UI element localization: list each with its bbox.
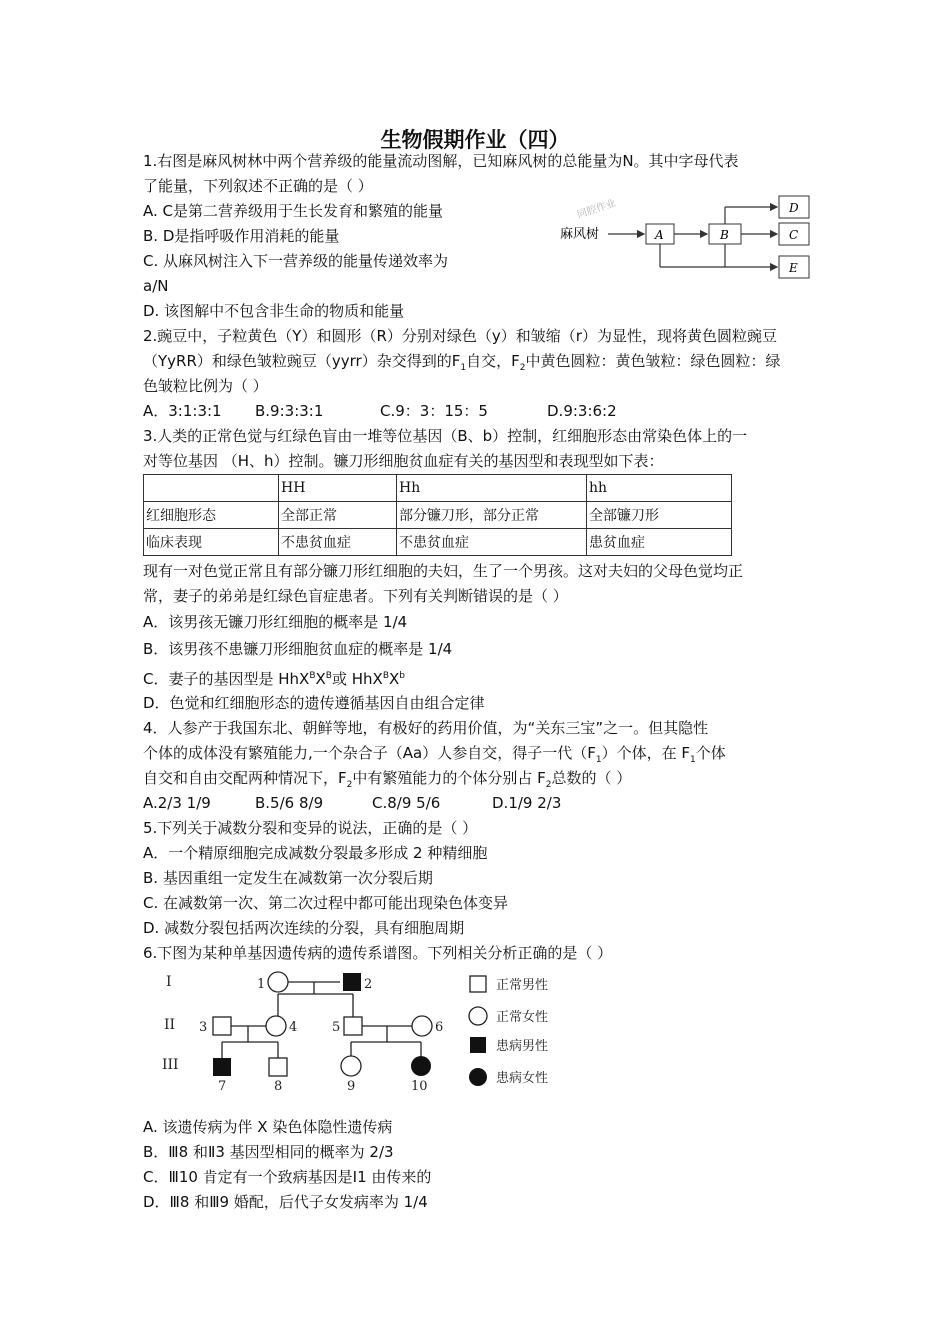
individual-7-affected-male [213,1058,231,1076]
q3-c-mid1: X [315,670,326,688]
q3-stem-line1: 3.人类的正常色觉与红绿色盲由一堆等位基因（B、b）控制，红细胞形态由常染色体上的一 [143,427,748,445]
legend-normal-male-icon [470,976,486,992]
legend-affected-male-icon [470,1037,486,1053]
q3-option-a: A．该男孩无镰刀形红细胞的概率是 1/4 [143,613,408,631]
q2-stem-line1: 2.豌豆中，子粒黄色（Y）和圆形（R）分别对绿色（y）和皱缩（r）为显性，现将黄色圆粒豌豆 [143,327,777,345]
individual-id-10: 10 [411,1079,428,1094]
q6-option-c: C．Ⅲ10 肯定有一个致病基因是Ⅰ1 由传来的 [143,1168,432,1186]
q5-option-c: C. 在减数第一次、第二次过程中都可能出现染色体变异 [143,894,509,912]
individual-10-affected-female [411,1056,431,1076]
node-c-label: C [789,228,799,242]
table-header-row [144,475,732,502]
individual-id-5: 5 [332,1020,341,1035]
q1-option-d: D. 该图解中不包含非生命的物质和能量 [143,302,405,320]
individual-id-3: 3 [199,1020,208,1035]
table-row [144,529,732,556]
q6-stem: 6.下图为某种单基因遗传病的遗传系谱图。下列相关分析正确的是（ ） [143,944,613,962]
table-cell [144,475,279,502]
table-cell: 红细胞形态 [144,502,279,529]
individual-id-2: 2 [364,977,373,992]
q4-option-b: B.5/6 8/9 [255,794,324,812]
q4-stem2-post: 个体 [695,744,726,762]
q3-stem-line3: 现有一对色觉正常且有部分镰刀形红细胞的夫妇，生了一个男孩。这对夫妇的父母色觉均正 [143,562,744,580]
node-b-label: B [720,228,729,242]
energy-flow-diagram [540,190,820,285]
q4-stem-line1: 4．人参产于我国东北、朝鲜等地，有极好的药用价值，为“关东三宝”之一。但其隐性 [143,719,709,737]
q1-option-b: B. D是指呼吸作用消耗的能量 [143,227,340,245]
q2-option-c: C.9：3：15：5 [380,402,488,420]
q1-stem-line1: 1.右图是麻风树林中两个营养级的能量流动图解，已知麻风树的总能量为N。其中字母代表 [143,152,739,170]
q4-stem2-mid: ）个体，在 F [601,744,690,762]
q1-option-c-line1: C. 从麻风树注入下一营养级的能量传递效率为 [143,252,449,270]
individual-id-1: 1 [257,977,266,992]
q3-option-b: B．该男孩不患镰刀形细胞贫血症的概率是 1/4 [143,640,453,658]
individual-id-7: 7 [218,1079,227,1094]
q2-stem2-sub2: 2 [519,363,526,373]
generation-label-iii: III [162,1057,179,1073]
individual-id-9: 9 [347,1079,356,1094]
legend-affected-male-label: 患病男性 [496,1039,549,1054]
q4-option-d: D.1/9 2/3 [492,794,562,812]
node-e-label: E [789,261,798,275]
q5-option-b: B. 基因重组一定发生在减数第一次分裂后期 [143,869,433,887]
individual-2-affected-male [343,973,361,991]
pedigree-chart [150,966,590,1096]
table-cell: 患贫血症 [587,529,732,556]
q3-option-c [143,667,405,689]
q2-stem2-sub1: 1 [460,363,467,373]
table-cell: 部分镰刀形，部分正常 [397,502,587,529]
table-cell: 全部镰刀形 [587,502,732,529]
individual-8-normal-male [269,1058,287,1076]
legend-normal-male-label: 正常男性 [496,978,549,993]
legend-normal-female-label: 正常女性 [496,1010,549,1025]
q4-stem3-sub2: 2 [545,780,552,790]
q1-option-a: A. C是第二营养级用于生长发育和繁殖的能量 [143,202,444,220]
q3-c-sup1: B [309,671,316,681]
q4-option-a: A.2/3 1/9 [143,794,211,812]
q3-stem-line4: 常，妻子的弟弟是红绿色盲症患者。下列有关判断错误的是（ ） [143,587,568,605]
q3-c-pre: C．妻子的基因型是 HhX [143,670,310,688]
q1-option-c-line2: a/N [143,277,169,295]
q5-option-d: D. 减数分裂包括两次连续的分裂，具有细胞周期 [143,919,465,937]
generation-label-i: I [166,974,172,990]
table-cell: 临床表现 [144,529,279,556]
q3-c-sup3: B [382,671,389,681]
q2-option-b: B.9:3:3:1 [255,402,324,420]
table-cell: hh [587,475,732,502]
q4-stem3-pre: 自交和自由交配两种情况下，F [143,769,347,787]
q2-stem2-post: 中黄色圆粒：黄色皱粒：绿色圆粒：绿 [525,352,781,370]
node-a-label: A [655,228,664,242]
node-d-label: D [789,201,799,215]
q2-stem2-pre: （YyRR）和绿色皱粒豌豆（yyrr）杂交得到的F [143,352,461,370]
q2-stem-line2 [143,352,780,378]
q4-options [143,794,561,813]
table-row [144,502,732,529]
q6-option-a: A. 该遗传病为伴 X 染色体隐性遗传病 [143,1118,393,1136]
q4-stem2-sub: 1 [595,755,602,765]
q3-c-mid3: X [389,670,400,688]
q3-option-d: D．色觉和红细胞形态的遗传遵循基因自由组合定律 [143,694,485,712]
individual-1-normal-female [268,972,288,992]
q2-option-d: D.9:3:6:2 [547,402,617,420]
individual-id-8: 8 [274,1079,283,1094]
table-cell: HH [279,475,397,502]
table-cell: 全部正常 [279,502,397,529]
q4-stem3-post: 总数的（ ） [551,769,632,787]
q4-stem-line3 [143,769,631,795]
q1-stem-line2: 了能量，下列叙述不正确的是（ ） [143,177,373,195]
legend-affected-female-label: 患病女性 [496,1071,549,1086]
individual-id-6: 6 [435,1020,444,1035]
q3-c-sup2: B [325,671,332,681]
q3-c-mid2: 或 HhX [331,670,383,688]
q6-option-b: B．Ⅲ8 和Ⅱ3 基因型相同的概率为 2/3 [143,1143,394,1161]
q2-stem2-mid: 自交，F [466,352,520,370]
energy-source-label: 麻风树 [560,227,600,242]
individual-9-normal-female [341,1056,361,1076]
genotype-table [143,474,732,556]
table-cell: Hh [397,475,587,502]
q4-stem2-pre: 个体的成体没有繁殖能力,一个杂合子（Aa）人参自交，得子一代（F [143,744,596,762]
individual-6-normal-female [412,1016,432,1036]
q2-stem-line3: 色皱粒比例为（ ） [143,377,268,395]
individual-id-4: 4 [289,1020,298,1035]
q2-options [143,402,617,421]
generation-label-ii: II [164,1017,176,1033]
q3-stem-line2: 对等位基因 （H、h）控制。镰刀形细胞贫血症有关的基因型和表现型如下表： [143,452,664,470]
legend-normal-female-icon [469,1007,487,1025]
table-cell: 不患贫血症 [279,529,397,556]
q4-stem-line2 [143,744,726,770]
table-cell: 不患贫血症 [397,529,587,556]
q5-stem: 5.下列关于减数分裂和变异的说法，正确的是（ ） [143,819,478,837]
watermark-stamp: 同腔作业 [575,197,618,221]
q2-option-a: A．3:1:3:1 [143,402,222,420]
q4-stem2-sub2: 1 [690,755,696,765]
q3-c-sup4: b [399,671,405,681]
page-title: 生物假期作业（四） [380,128,570,152]
individual-3-normal-male [213,1017,231,1035]
q6-option-d: D．Ⅲ8 和Ⅲ9 婚配，后代子女发病率为 1/4 [143,1193,428,1211]
q5-option-a: A．一个精原细胞完成减数分裂最多形成 2 种精细胞 [143,844,488,862]
q4-option-c: C.8/9 5/6 [372,794,441,812]
individual-5-normal-male [344,1017,362,1035]
q4-stem3-sub: 2 [346,780,353,790]
q4-stem3-mid: 中有繁殖能力的个体分别占 F [352,769,546,787]
individual-4-normal-female [266,1016,286,1036]
legend-affected-female-icon [469,1068,487,1086]
